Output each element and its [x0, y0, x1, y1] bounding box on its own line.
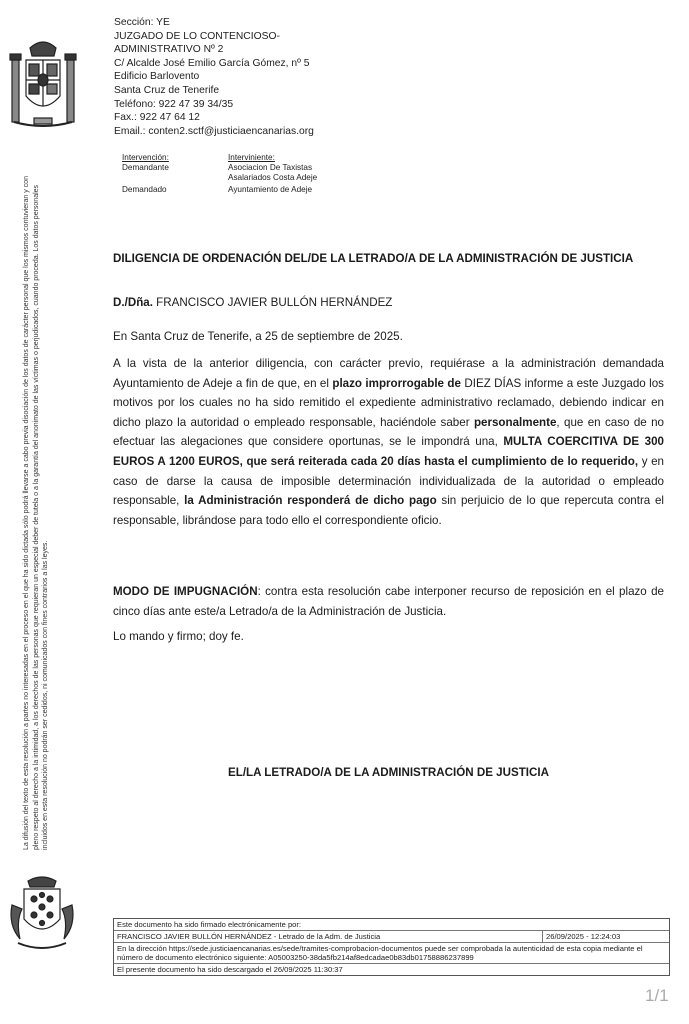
clerk-name-line [113, 296, 665, 309]
parties-table [122, 153, 382, 195]
intervention-header: Intervención: [122, 153, 169, 162]
header-line-section: Sección: YE [114, 17, 170, 28]
header-line-fax: Fax.: 922 47 64 12 [114, 112, 200, 124]
page-number: 1/1 [645, 986, 669, 1005]
document-title: DILIGENCIA DE ORDENACIÓN DEL/DE LA LETRADO/A DE LA ADMINISTRACIÓN DE JUSTICIA [113, 252, 634, 265]
party-role [122, 173, 228, 183]
header-line-phone: Teléfono: 922 47 39 34/35 [114, 98, 234, 110]
parties-header-row [122, 153, 382, 163]
p1-text-5: sin perjuicio de lo que repercuta contra el responsable, librándose para todo ello el correspondiente oficio. [113, 494, 665, 527]
date-line: En Santa Cruz de Tenerife, a 25 de septiembre de 2025. [113, 330, 403, 343]
p1-text-3: , que en caso de no efectuar las alegaciones que considere oportunas, se le impondrá una, [113, 415, 664, 449]
court-header [114, 16, 444, 138]
esig-download-note: El presente documento ha sido descargado el 26/09/2025 11:30:37 [117, 965, 343, 974]
header-line-city: Santa Cruz de Tenerife [114, 84, 220, 96]
p1-text-1: A la vista de la anterior diligencia, con carácter previo, requiérase a la administración demandada Ayuntamiento de Adeje a fin de que, en el [113, 357, 664, 390]
main-paragraph [113, 354, 664, 530]
clerk-name: FRANCISCO JAVIER BULLÓN HERNÁNDEZ [152, 296, 393, 309]
electronic-signature-box [113, 918, 670, 976]
esig-datetime: 26/09/2025 - 12:24:03 [546, 932, 621, 941]
signature-title: EL/LA LETRADO/A DE LA ADMINISTRACIÓN DE JUSTICIA [228, 766, 549, 779]
header-line-court-2: ADMINISTRATIVO Nº 2 [114, 44, 224, 56]
p2-text: : contra esta resolución cabe interponer recurso de reposición en el plazo de cinco días ante este/a Letrado/a de la Administración de Justicia. [113, 585, 664, 618]
intervener-header: Interviniente: [228, 153, 275, 162]
closing-line: Lo mando y firmo; doy fe. [113, 630, 244, 643]
p1-bold-1: plazo improrrogable de [332, 376, 461, 390]
p1-bold-2: personalmente [473, 415, 557, 429]
header-line-address: C/ Alcalde José Emilio García Gómez, nº 5 [114, 57, 310, 69]
table-row [122, 185, 382, 195]
table-row [122, 173, 382, 183]
name-prefix: D./Dña. [113, 296, 153, 309]
privacy-side-notice: La difusión del texto de esta resolución a partes no interesadas en el proceso en el que ha sido dictada sólo podrá llevarse a cabo previa disociación de los datos de carácter personal que los mismos contuvieran y con pleno respeto al derecho a la intimidad, a los derechos de las personas que requieran un especial deber de tutela o a la garantía del anonimato de las víctimas o perjudicados, cuando proceda. Los datos personales incluidos en esta resolución no podrán ser cedidos, ni comunicados con fines contrarios a las leyes. [23, 176, 49, 850]
spain-coat-of-arms-icon [8, 34, 78, 134]
appeal-paragraph [113, 582, 664, 621]
party-role: Demandado [122, 185, 167, 195]
p1-bold-4: la Administración responderá de dicho pago [184, 494, 437, 508]
header-line-court-1: JUZGADO DE LO CONTENCIOSO- [114, 30, 280, 42]
esig-signer-row [114, 931, 669, 943]
p1-text-4: y en caso de darse la causa de imposible determinación individualizada de la autoridad o empleado responsable, [113, 454, 665, 508]
p1-bold-3: MULTA COERCITIVA DE 300 EUROS A 1200 EUROS, que será reiterada cada 20 días hasta el cumplimiento de lo requerido, [113, 435, 665, 468]
party-name: Asalariados Costa Adeje [228, 172, 318, 182]
esig-header: Este documento ha sido firmado electrónicamente por: [114, 919, 669, 931]
esig-signer: FRANCISCO JAVIER BULLÓN HERNÁNDEZ - Letrado de la Adm. de Justicia [114, 931, 543, 942]
party-name: Ayuntamiento de Adeje [228, 185, 313, 195]
canarias-coat-of-arms-icon [6, 875, 78, 955]
header-line-building: Edificio Barlovento [114, 71, 200, 83]
p2-bold: MODO DE IMPUGNACIÓN [113, 585, 258, 598]
party-role: Demandante [122, 162, 169, 172]
esig-verification: En la dirección https://sede.justiciaencanarias.es/sede/tramites-comprobacion-documentos puede ser comprobada la autenticidad de esta copia mediante el número de documento electrónico siguiente: A05003250-38da5fb214af8edcadae0b83db01758886237899 [114, 943, 669, 964]
table-row [122, 163, 382, 173]
party-name: Asociacion De Taxistas [228, 162, 313, 172]
header-line-email[interactable]: Email.: conten2.sctf@justiciaencanarias.org [114, 125, 314, 137]
p1-text-2: DIEZ DÍAS informe a este Juzgado los motivos por los cuales no ha sido remitido el expediente administrativo reclamado, debiendo indicar en dicho plazo la autoridad o empleado responsable, haciéndole saber [113, 376, 664, 429]
